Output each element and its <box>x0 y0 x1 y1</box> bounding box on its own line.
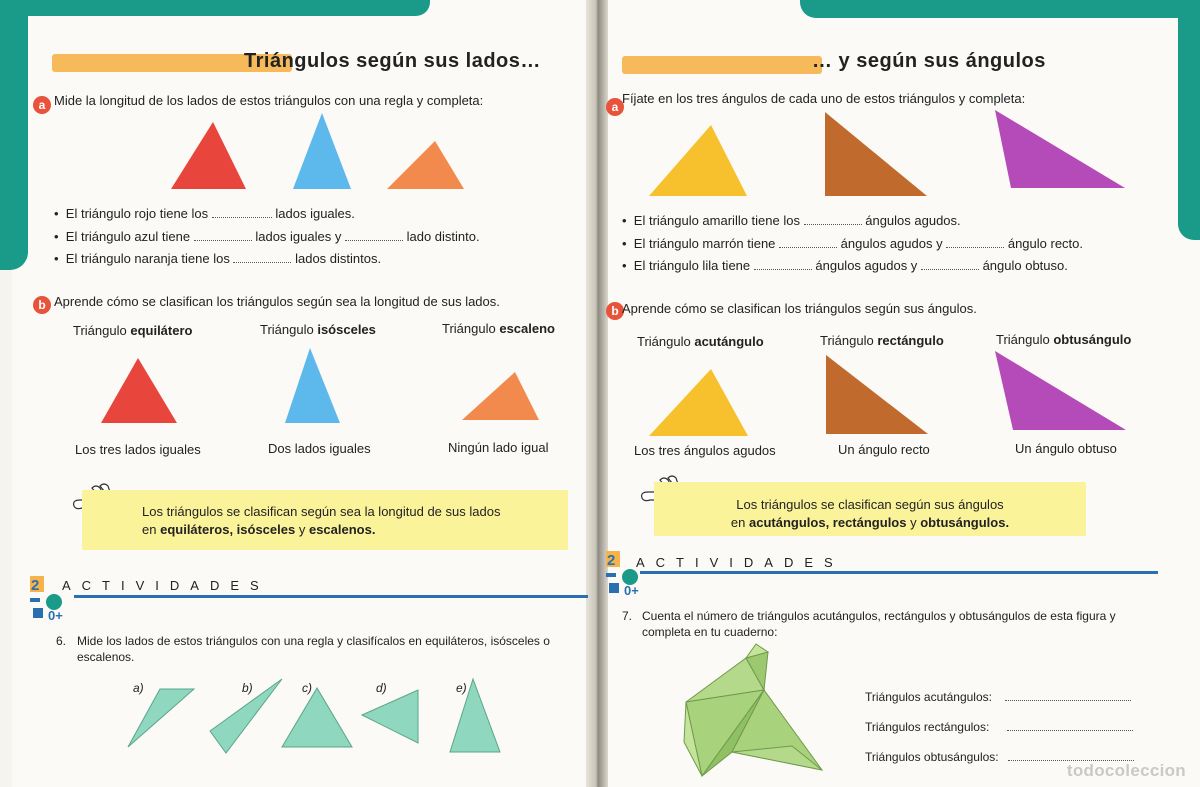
blank-line <box>946 247 1004 248</box>
exercise-line-2: escalenos. <box>77 650 135 664</box>
right-section-b-instruction: Aprende cómo se clasifican los triángulos según sus ángulos. <box>622 301 977 316</box>
left-rule-note <box>82 490 568 550</box>
triangle-d <box>362 690 418 743</box>
right-type-triangles <box>645 348 1135 440</box>
type-prefix: Triángulo <box>637 334 691 349</box>
answer-label: Triángulos rectángulos: <box>865 720 990 734</box>
triangle-e <box>450 679 500 752</box>
bullet-text: El triángulo amarillo tiene los <box>633 213 800 228</box>
red-triangle <box>171 122 246 189</box>
isosceles-triangle <box>285 348 340 423</box>
svg-text:0+: 0+ <box>624 583 639 598</box>
right-bullet-2: • El triángulo marrón tiene ángulos agudos y ángulo recto. <box>622 236 1084 251</box>
left-page-title: Triángulos según sus lados… <box>244 50 541 72</box>
left-activities-band <box>74 595 588 598</box>
note-bold: equiláteros, isósceles <box>160 522 296 537</box>
exercise-7-text <box>642 608 1172 640</box>
exercise-line-2: completa en tu cuaderno: <box>642 625 778 639</box>
bullet-text: El triángulo azul tiene <box>65 229 191 244</box>
right-triangle <box>826 355 928 434</box>
type-name: acutángulo <box>694 334 764 349</box>
triangle-b <box>210 679 282 753</box>
type-rectangulo-label <box>820 333 944 348</box>
left-teal-border <box>0 0 28 270</box>
left-bullet-1: • El triángulo rojo tiene los lados iguales. <box>54 206 355 221</box>
exercise-letter-e: e) <box>456 681 467 695</box>
exercise-letter-b: b) <box>242 681 253 695</box>
exercise-letter-a: a) <box>133 681 144 695</box>
caption-equilatero: Los tres lados iguales <box>75 442 201 457</box>
section-a-badge: a <box>33 96 51 114</box>
bullet-text: El triángulo marrón tiene <box>633 236 776 251</box>
bullet-text: ángulo recto. <box>1007 236 1084 251</box>
type-name: rectángulo <box>877 333 944 348</box>
right-bullet-1: • El triángulo amarillo tiene los ángulos agudos. <box>622 213 961 228</box>
blank-line <box>921 269 979 270</box>
svg-text:2: 2 <box>31 577 40 594</box>
left-colored-triangles <box>160 110 480 195</box>
right-activities-band <box>640 571 1158 574</box>
left-activities-heading: ACTIVIDADES <box>62 578 270 593</box>
brown-triangle <box>825 112 927 196</box>
note-line-1: Los triángulos se clasifican según sea la longitud de sus lados <box>142 504 501 519</box>
bullet-text: lados iguales. <box>275 206 355 221</box>
left-bullet-2: • El triángulo azul tiene lados iguales y lado distinto. <box>54 229 480 244</box>
scalene-triangle <box>462 372 539 420</box>
answer-label: Triángulos acutángulos: <box>865 690 992 704</box>
left-section-a-instruction: Mide la longitud de los lados de estos triángulos con una regla y completa: <box>54 93 484 108</box>
section-b-badge: b <box>33 296 51 314</box>
answer-rectangulos <box>865 720 1133 734</box>
type-name: obtusángulo <box>1053 332 1132 347</box>
right-title-bar <box>622 56 822 74</box>
bullet-text: El triángulo naranja tiene los <box>65 251 230 266</box>
right-section-a-instruction: Fíjate en los tres ángulos de cada uno de estos triángulos y completa: <box>622 91 1026 106</box>
lilac-triangle <box>995 110 1125 188</box>
type-name: isósceles <box>317 322 376 337</box>
note-text: en <box>730 515 746 530</box>
book-gutter <box>586 0 608 787</box>
caption-acutangulo: Los tres ángulos agudos <box>634 443 776 458</box>
type-prefix: Triángulo <box>996 332 1050 347</box>
bullet-text: lados distintos. <box>295 251 382 266</box>
top-right-teal-border <box>800 0 1200 18</box>
note-bold: obtusángulos. <box>920 515 1010 530</box>
blank-line <box>194 240 252 241</box>
bullet-text: lado distinto. <box>406 229 480 244</box>
type-obtusangulo-label <box>996 332 1131 347</box>
orange-triangle <box>387 141 464 189</box>
right-activities-heading: ACTIVIDADES <box>636 555 844 570</box>
caption-obtusangulo: Un ángulo obtuso <box>1015 441 1117 456</box>
exercise-6-triangles <box>120 675 510 755</box>
bullet-text: ángulos agudos y <box>815 258 918 273</box>
section-b-badge: b <box>606 302 624 320</box>
right-rule-note <box>654 482 1086 536</box>
exercise-letter-d: d) <box>376 681 387 695</box>
type-prefix: Triángulo <box>820 333 874 348</box>
answer-acutangulos <box>865 690 1131 704</box>
yellow-triangle <box>649 125 747 196</box>
blank-line <box>212 217 272 218</box>
equilateral-triangle <box>101 358 177 423</box>
right-bullet-3: • El triángulo lila tiene ángulos agudos y ángulo obtuso. <box>622 258 1068 273</box>
note-bold: acutángulos, rectángulos <box>749 515 907 530</box>
obtuse-triangle <box>995 351 1126 430</box>
bullet-text: ángulo obtuso. <box>982 258 1068 273</box>
right-teal-border <box>1178 0 1200 240</box>
watermark: todocoleccion <box>1066 761 1186 780</box>
exercise-line-1: Cuenta el número de triángulos acutángulos, rectángulos y obtusángulos de esta figura y <box>642 609 1116 623</box>
bullet-text: lados iguales y <box>255 229 342 244</box>
svg-text:2: 2 <box>607 552 616 569</box>
acute-triangle <box>649 369 748 436</box>
caption-escaleno: Ningún lado igual <box>448 440 549 455</box>
blank-line <box>345 240 403 241</box>
answer-label: Triángulos obtusángulos: <box>865 750 999 764</box>
right-page-title: … y según sus ángulos <box>812 50 1046 72</box>
blank-line <box>804 224 862 225</box>
type-isosceles-label <box>260 322 376 337</box>
caption-isosceles: Dos lados iguales <box>268 441 371 456</box>
note-bold: escalenos. <box>308 522 376 537</box>
answer-blank <box>1007 730 1133 731</box>
blank-line <box>779 247 837 248</box>
type-name: equilátero <box>130 323 193 338</box>
type-prefix: Triángulo <box>442 321 496 336</box>
type-acutangulo-label <box>637 334 764 349</box>
triangle-a <box>128 689 194 747</box>
type-prefix: Triángulo <box>260 322 314 337</box>
triangle-c <box>282 688 352 747</box>
blue-triangle <box>293 113 351 189</box>
left-bullet-3: • El triángulo naranja tiene los lados distintos. <box>54 251 382 266</box>
blank-line <box>754 269 812 270</box>
exercise-line-1: Mide los lados de estos triángulos con una regla y clasifícalos en equiláteros, isósceles o <box>77 634 550 648</box>
answer-blank <box>1005 700 1131 701</box>
bullet-text: El triángulo rojo tiene los <box>65 206 209 221</box>
note-text: en <box>142 522 157 537</box>
bird-triangle-figure <box>672 642 832 782</box>
type-prefix: Triángulo <box>73 323 127 338</box>
bullet-text: El triángulo lila tiene <box>633 258 751 273</box>
note-text: y <box>910 515 917 530</box>
note-line-2 <box>142 521 568 539</box>
left-type-triangles <box>95 345 555 430</box>
exercise-7-number: 7. <box>622 609 633 623</box>
type-name: escaleno <box>499 321 555 336</box>
note-text: y <box>298 522 306 537</box>
note-line-2 <box>654 514 1086 532</box>
type-equilatero-label <box>73 323 192 338</box>
exercise-6-text <box>77 633 592 665</box>
exercise-6-number: 6. <box>56 634 67 648</box>
bullet-text: ángulos agudos. <box>865 213 961 228</box>
blank-line <box>233 262 291 263</box>
bullet-text: ángulos agudos y <box>840 236 943 251</box>
exercise-letter-c: c) <box>302 681 312 695</box>
left-section-b-instruction: Aprende cómo se clasifican los triángulos según sea la longitud de sus lados. <box>54 294 500 309</box>
note-line-1: Los triángulos se clasifican según sus ángulos <box>736 497 1004 512</box>
section-a-badge: a <box>606 98 624 116</box>
right-colored-triangles <box>645 108 1135 200</box>
svg-text:0+: 0+ <box>48 608 63 623</box>
type-escaleno-label <box>442 321 555 336</box>
top-left-teal-border <box>0 0 430 16</box>
caption-rectangulo: Un ángulo recto <box>838 442 930 457</box>
